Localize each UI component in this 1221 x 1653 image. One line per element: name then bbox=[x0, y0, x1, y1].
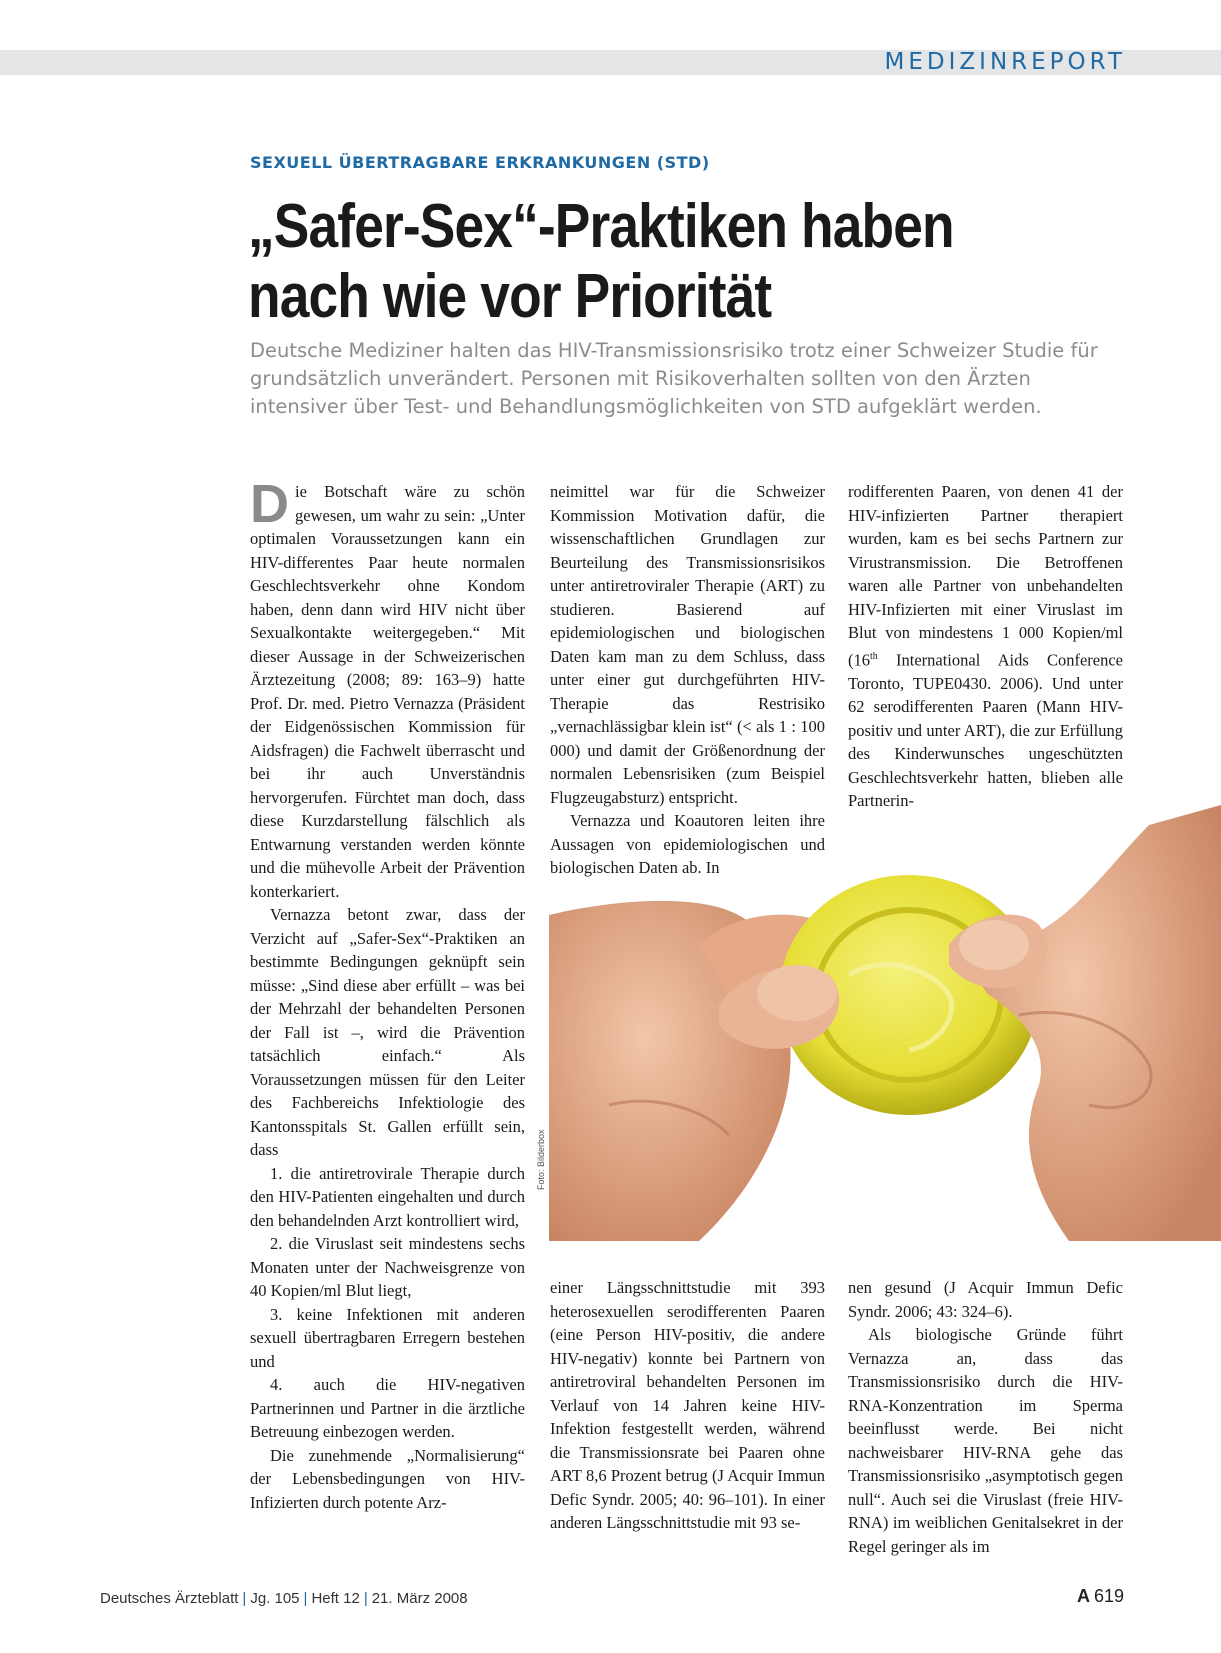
list-item-3: 3. keine Infektionen mit anderen sexuell übertragbaren Erregern bestehen und bbox=[250, 1304, 525, 1371]
column-3-top bbox=[848, 480, 1123, 813]
article-headline: „Safer-Sex“-Praktiken haben nach wie vor Priorität bbox=[248, 192, 954, 331]
page-number-value: 619 bbox=[1093, 1586, 1124, 1606]
dropcap: D bbox=[250, 474, 289, 534]
superscript: th bbox=[870, 650, 878, 662]
column-1 bbox=[250, 474, 525, 1514]
article-deck: Deutsche Mediziner halten das HIV-Transmissionsrisiko trotz einer Schweizer Studie für grundsätzlich unverändert. Personen mit Risikoverhalten sollten von den Ärzten intensiver über Test- und Behandlungsmöglichkeiten von STD aufgeklärt werden. bbox=[250, 339, 1098, 418]
footer bbox=[100, 1590, 468, 1607]
list-item-4: 4. auch die HIV-negativen Partnerinnen und Partner in die ärztliche Betreuung einbezogen werden. bbox=[250, 1375, 525, 1441]
paragraph-1 bbox=[250, 474, 525, 903]
paragraph-5: Vernazza und Koautoren leiten ihre Aussagen von epidemiologischen und biologischen Daten ab. In bbox=[550, 811, 825, 877]
page-prefix: A bbox=[1076, 1586, 1090, 1606]
photo-credit: Foto: Bilderbox bbox=[536, 1129, 546, 1190]
paragraph-4: neimittel war für die Schweizer Kommission Motivation dafür, die wissenschaftlichen Grundlagen zur Beurteilung des Transmissionsrisikos unter antiretroviraler Therapie (ART) zu studieren. Basierend auf epidemiologischen und biologischen Daten kam man zu dem Schluss, dass unter einer gut durchgeführten HIV-Therapie das Restrisiko „vernachlässigbar klein ist“ (< als 1 : 100 000) und damit der Größenordnung der normalen Lebensrisiken (zum Beispiel Flugzeugabsturz) entspricht. bbox=[550, 482, 825, 807]
journal-volume: Jg. 105 bbox=[250, 1590, 300, 1607]
paragraph-9: Als biologische Gründe führt Vernazza an, dass das Transmissionsrisiko durch die HIV-RNA-Konzentration im Sperma beeinflusst werde. Bei nicht nachweisbarer HIV-RNA gehe das Transmissionsrisiko „asymptotisch gegen null“. Auch sei die Viruslast (freie HIV-RNA) im weiblichen Genitalsekret in der Regel geringer als im bbox=[848, 1325, 1123, 1556]
column-3-bottom bbox=[848, 1276, 1123, 1558]
column-2-bottom bbox=[550, 1276, 825, 1535]
journal-date: 21. März 2008 bbox=[371, 1590, 468, 1607]
paragraph-8: nen gesund (J Acquir Immun Defic Syndr. 2006; 43: 324–6). bbox=[848, 1278, 1123, 1321]
list-item-1: 1. die antiretrovirale Therapie durch den HIV-Patienten eingehalten und durch den behandelnden Arzt kontrolliert wird, bbox=[250, 1163, 525, 1230]
article-kicker: SEXUELL ÜBERTRAGBARE ERKRANKUNGEN (STD) bbox=[250, 153, 710, 172]
footer-separator: | bbox=[303, 1590, 308, 1607]
paragraph-6-text-a: rodifferenten Paaren, von denen 41 der HIV-infizierten Partner therapiert wurden, kam es bei sechs Partnern zur Virustransmission. Die Betroffenen waren alle Partner von unbehandelten HIV-Infizierten mit einer Viruslast im Blut von mindestens 1 000 Kopien/ml (16 bbox=[848, 482, 1123, 669]
condom-photo bbox=[549, 805, 1221, 1241]
paragraph-6-text-b: International Aids Conference Toronto, TUPE0430. 2006). Und unter 62 serodifferenten Paaren (Mann HIV-positiv und unter ART), die zur Erfüllung des Kinderwunsches ungeschützten Geschlechtsverkehr hatten, blieben alle Partnerin- bbox=[848, 650, 1123, 810]
paragraph-1-text: ie Botschaft wäre zu schön gewesen, um wahr zu sein: „Unter optimalen Voraussetzungen kann ein HIV-differentes Paar heute normalen Geschlechtsverkehr ohne Kondom haben, denn dann wird HIV nicht über Sexualkontakte weitergegeben.“ Mit dieser Aussage in der Schweizerischen Ärztezeitung (2008; 89: 163–9) hatte Prof. Dr. med. Pietro Vernazza (Präsident der Eidgenössischen Kommission für Aidsfragen) die Fachwelt überrascht und bei ihr auch Unverständnis hervorgerufen. Fürchtet man doch, dass diese Kurzdarstellung fälschlich als Entwarnung verstanden werden könnte und die mühevolle Arbeit der Prävention konterkariert. bbox=[250, 482, 525, 901]
hands-holding-condom-image bbox=[549, 805, 1221, 1241]
journal-name: Deutsches Ärzteblatt bbox=[100, 1590, 239, 1607]
section-label: MEDIZINREPORT bbox=[884, 49, 1126, 75]
journal-issue: Heft 12 bbox=[311, 1590, 360, 1607]
list-item-2: 2. die Viruslast seit mindestens sechs Monaten unter der Nachweisgrenze von 40 Kopien/ml Blut liegt, bbox=[250, 1234, 525, 1300]
paragraph-3: Die zunehmende „Normalisierung“ der Lebensbedingungen von HIV-Infizierten durch potente Arz- bbox=[250, 1445, 525, 1512]
footer-separator: | bbox=[242, 1590, 247, 1607]
paragraph-7: einer Längsschnittstudie mit 393 heterosexuellen serodifferenten Paaren (eine Person HIV-positiv, die andere HIV-negativ) konnte bei Partnern von antiretroviral behandelten Personen im Verlauf von 14 Jahren keine HIV-Infektion festgestellt werden, während die Transmissionsrate bei Paaren ohne ART 8,6 Prozent betrug (J Acquir Immun Defic Syndr. 2005; 40: 96–101). In einer anderen Längsschnittstudie mit 93 se- bbox=[550, 1278, 825, 1532]
paragraph-2: Vernazza betont zwar, dass der Verzicht auf „Safer-Sex“-Praktiken an bestimmte Bedingungen geknüpft sein müsse: „Sind diese aber erfüllt – was bei der Mehrzahl der behandelten Personen der Fall ist –, wird die Prävention tatsächlich einfach.“ Als Voraussetzungen müssen für den Leiter des Fachbereichs Infektiologie des Kantonsspitals St. Gallen erfüllt sein, dass bbox=[250, 905, 525, 1159]
footer-separator: | bbox=[363, 1590, 368, 1607]
page-number bbox=[1077, 1586, 1124, 1607]
paragraph-6 bbox=[848, 480, 1123, 813]
